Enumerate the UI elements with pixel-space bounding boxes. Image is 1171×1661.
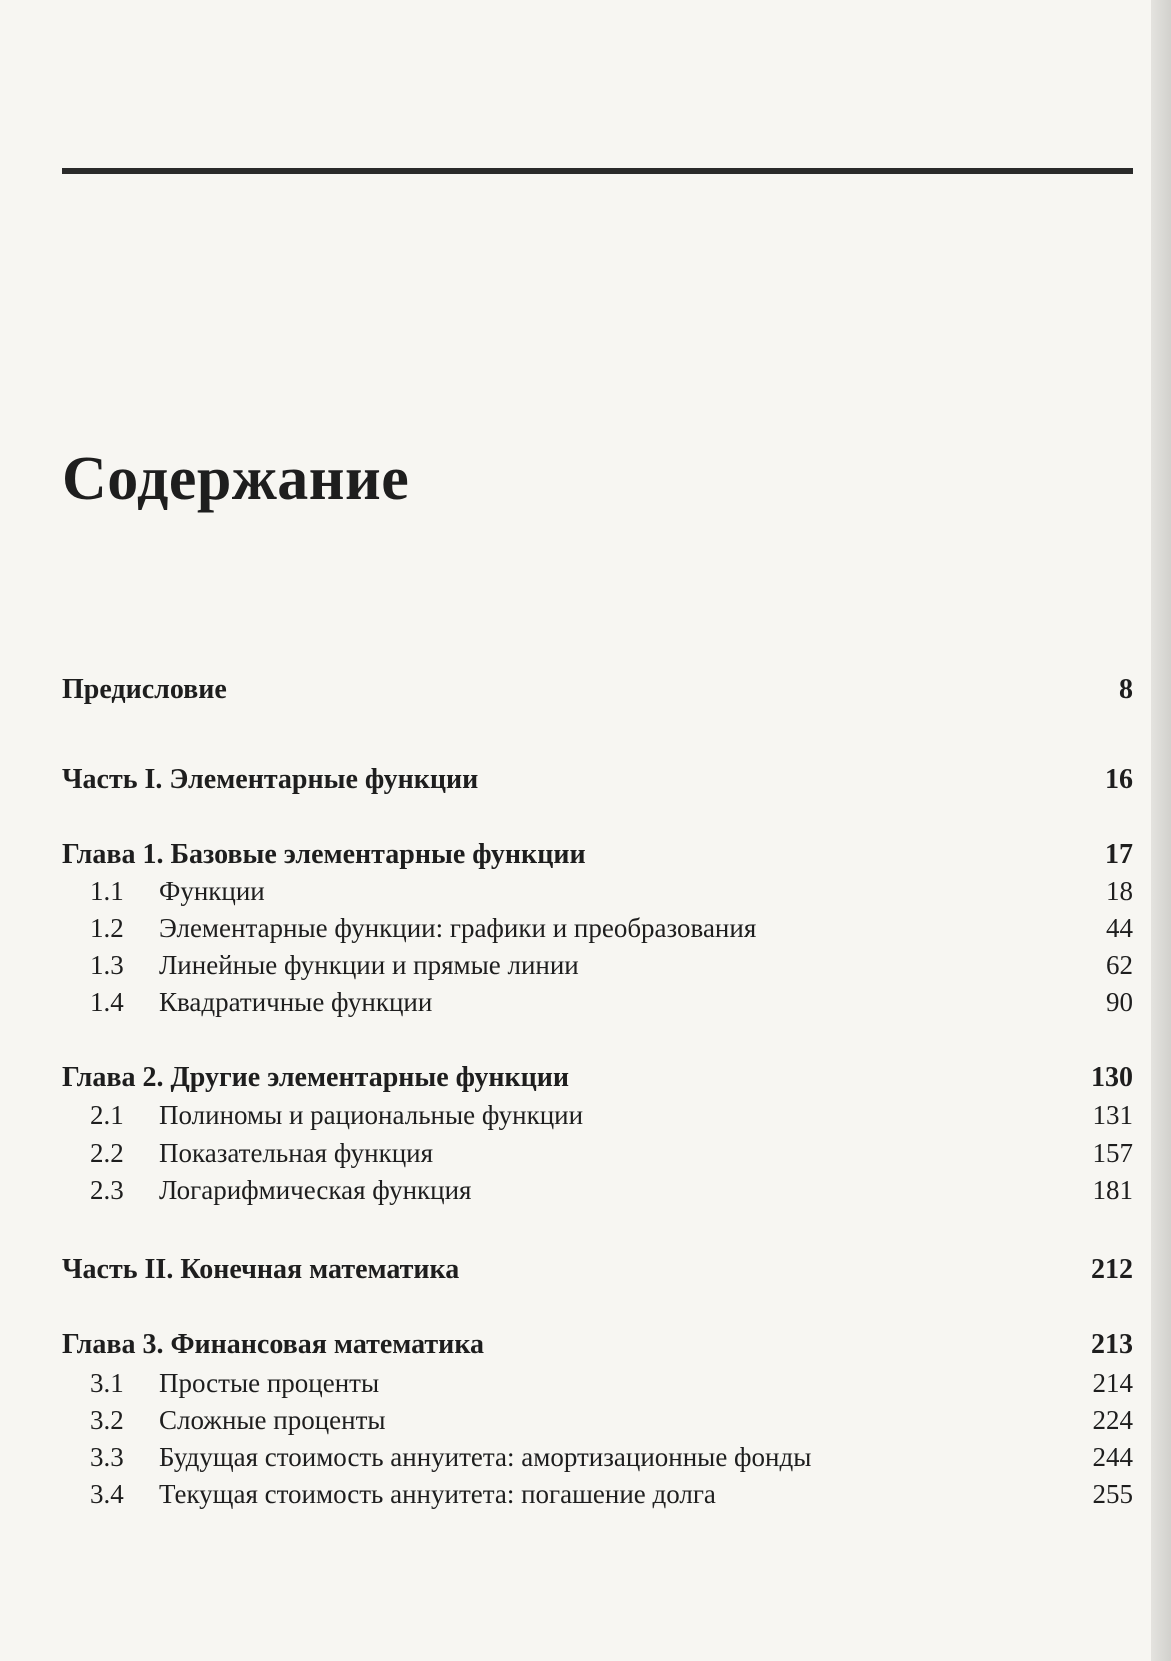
- page-number: 212: [1091, 1254, 1133, 1285]
- entry-label: Показательная функция: [159, 1138, 434, 1168]
- page-number: 244: [1092, 1442, 1133, 1472]
- page-title: Содержание: [62, 445, 410, 513]
- entry-label: Полиномы и рациональные функции: [159, 1100, 584, 1130]
- page-number: 157: [1092, 1138, 1133, 1168]
- toc-section-entry: [62, 873, 1133, 909]
- section-number: 3.2: [90, 1405, 124, 1435]
- entry-label: Линейные функции и прямые линии: [159, 950, 579, 980]
- page-number: 62: [1106, 950, 1133, 980]
- section-number: 3.3: [90, 1442, 124, 1472]
- entry-label: Сложные проценты: [159, 1405, 386, 1435]
- page-number: 17: [1105, 839, 1133, 870]
- toc-heading-entry: [62, 672, 1133, 708]
- entry-label: Простые проценты: [159, 1368, 380, 1398]
- entry-label: Глава 1. Базовые элементарные функции: [62, 839, 586, 870]
- page-number: 213: [1091, 1329, 1133, 1360]
- section-number: 1.3: [90, 950, 124, 980]
- page-number: 131: [1092, 1100, 1133, 1130]
- toc-heading-entry: [62, 837, 1133, 873]
- entry-label: Часть II. Конечная математика: [62, 1254, 460, 1285]
- toc-section-entry: [62, 984, 1133, 1020]
- toc-section-entry: [62, 1172, 1133, 1208]
- page-number: 214: [1092, 1368, 1133, 1398]
- section-number: 2.3: [90, 1175, 124, 1205]
- toc-section-entry: [62, 1135, 1133, 1171]
- entry-label: Будущая стоимость аннуитета: амортизационные фонды: [159, 1442, 812, 1472]
- page-number: 181: [1092, 1175, 1133, 1205]
- toc-heading-entry: [62, 1252, 1133, 1288]
- page-number: 16: [1105, 764, 1133, 795]
- section-number: 3.1: [90, 1368, 124, 1398]
- toc-heading-entry: [62, 762, 1133, 798]
- toc-section-entry: [62, 1097, 1133, 1133]
- toc-section-entry: [62, 1365, 1133, 1401]
- page-number: 130: [1091, 1062, 1133, 1093]
- entry-label: Логарифмическая функция: [159, 1175, 472, 1205]
- page-number: 90: [1106, 987, 1133, 1017]
- page-number: 8: [1119, 674, 1133, 705]
- entry-label: Глава 2. Другие элементарные функции: [62, 1062, 570, 1093]
- toc-section-entry: [62, 947, 1133, 983]
- toc-section-entry: [62, 1476, 1133, 1512]
- section-number: 2.1: [90, 1100, 124, 1130]
- section-number: 1.1: [90, 876, 124, 906]
- entry-label: Предисловие: [62, 674, 227, 705]
- toc-heading-entry: [62, 1060, 1133, 1096]
- entry-label: Функции: [159, 876, 265, 906]
- entry-label: Квадратичные функции: [159, 987, 433, 1017]
- toc-section-entry: [62, 1439, 1133, 1475]
- header-rule: [62, 168, 1133, 174]
- section-number: 1.4: [90, 987, 124, 1017]
- toc-heading-entry: [62, 1327, 1133, 1363]
- section-number: 2.2: [90, 1138, 124, 1168]
- page-number: 44: [1106, 913, 1133, 943]
- section-number: 3.4: [90, 1479, 124, 1509]
- toc-section-entry: [62, 910, 1133, 946]
- page-number: 255: [1092, 1479, 1133, 1509]
- section-number: 1.2: [90, 913, 124, 943]
- entry-label: Элементарные функции: графики и преобразования: [159, 913, 757, 943]
- toc-section-entry: [62, 1402, 1133, 1438]
- page-edge: [1151, 0, 1171, 1661]
- page-number: 18: [1106, 876, 1133, 906]
- entry-label: Текущая стоимость аннуитета: погашение долга: [159, 1479, 716, 1509]
- entry-label: Глава 3. Финансовая математика: [62, 1329, 485, 1360]
- entry-label: Часть I. Элементарные функции: [62, 764, 479, 795]
- page-number: 224: [1092, 1405, 1133, 1435]
